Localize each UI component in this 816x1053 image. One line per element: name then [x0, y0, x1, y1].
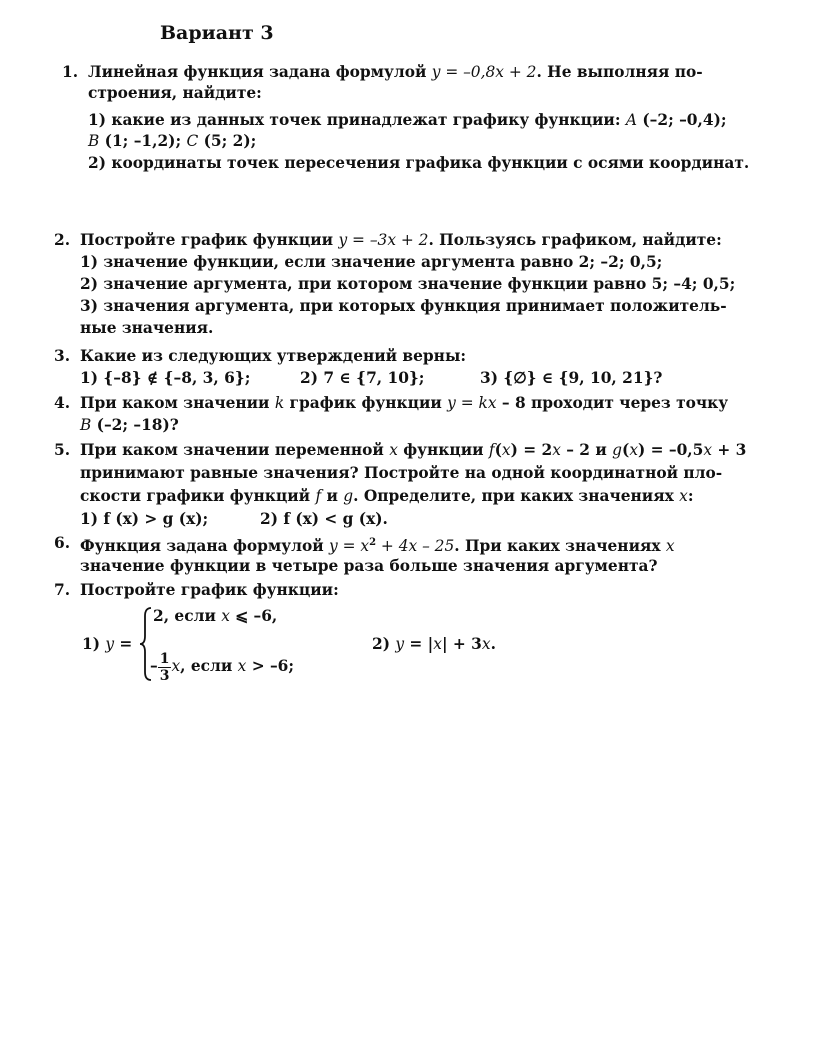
task-7-part-2: [372, 634, 496, 654]
task-5-line-2: принимают равные значения? Постройте на одной координатной пло-: [80, 464, 723, 482]
task-5-x4: x: [629, 441, 638, 459]
task-7-number: 7.: [54, 581, 71, 599]
task-1-q1-text: 1) какие из данных точек принадлежат графику функции:: [88, 111, 626, 129]
task-5-x3: x: [552, 441, 561, 459]
task-1-text-end: . Не выполняя по-: [536, 63, 703, 81]
one-third-fraction: [158, 651, 172, 684]
task-6-number: 6.: [54, 534, 71, 552]
task-5-g-rest: + 3: [712, 441, 747, 459]
task-6-line-2: значение функции в четыре раза больше значения аргумента?: [80, 557, 658, 575]
task-6-line-1: [80, 533, 675, 556]
task-2-line-4: 3) значения аргумента, при которых функция принимает положитель-: [80, 297, 727, 315]
task-1-formula: y = –0,8x + 2: [431, 63, 537, 81]
task-5-l3-f: f: [315, 487, 322, 505]
piecewise-case-2: [150, 648, 294, 684]
task-2-line-1: [80, 230, 722, 250]
task-5-option-1: 1) f (x) > g (x);: [80, 510, 209, 528]
task-2-text: Постройте график функции: [80, 231, 339, 249]
task-3-number: 3.: [54, 347, 71, 365]
part-2-x2: x: [481, 635, 491, 653]
task-5-g-eq: ) = –0,5: [638, 441, 704, 459]
task-5-text-2: функции: [397, 441, 489, 459]
task-2-line-3: 2) значение аргумента, при котором значение функции равно 5; –4; 0,5;: [80, 275, 736, 293]
task-4-k: k: [274, 394, 285, 412]
task-7-line-1: Постройте график функции:: [80, 581, 339, 599]
task-4-line-1: [80, 393, 728, 413]
part-2-rest: | + 3: [441, 635, 482, 653]
task-4-number: 4.: [54, 394, 71, 412]
task-5-text: При каком значении переменной: [80, 441, 390, 459]
part-2-x: x: [433, 635, 442, 653]
task-1-line-2: строения, найдите:: [88, 84, 262, 102]
point-c-coords: (5; 2);: [198, 132, 257, 150]
part-1-y: y: [105, 635, 115, 653]
task-5-var-x: x: [389, 441, 398, 459]
task-3-line-1: Какие из следующих утверждений верны:: [80, 347, 467, 365]
part-1-number: 1): [82, 635, 106, 653]
task-4-formula: y = kx: [447, 394, 497, 412]
task-5-l3-colon: :: [687, 487, 694, 505]
task-7-part-1-label: [82, 634, 132, 654]
task-4-text-3: – 8 проходит через точку: [496, 394, 729, 412]
task-2-text-end: . Пользуясь графиком, найдите:: [428, 231, 722, 249]
case-1-text: 2, если: [153, 607, 222, 625]
task-5-f-eq: ) = 2: [510, 441, 553, 459]
task-1-number: 1.: [62, 63, 79, 81]
case-1-condition: ⩽ –6,: [229, 607, 278, 625]
task-4-text-2: график функции: [284, 394, 448, 412]
task-5-paren-2: (: [622, 441, 630, 459]
part-2-number: 2): [372, 635, 396, 653]
case-2-x: x: [171, 657, 181, 675]
task-5-f-rest: – 2 и: [560, 441, 613, 459]
point-c-label: C: [186, 132, 199, 150]
point-a-coords: (–2; –0,4);: [637, 111, 727, 129]
point-b-label: B: [88, 132, 100, 150]
task-2-number: 2.: [54, 231, 71, 249]
task-5-g: g: [612, 441, 623, 459]
fraction-denominator: 3: [159, 667, 170, 684]
task-6-text: Функция задана формулой: [80, 537, 329, 556]
piecewise-case-1: [153, 606, 277, 626]
point-b-coords: (1; –1,2);: [99, 132, 187, 150]
task-6-text-2: . При каких значениях: [454, 537, 666, 556]
task-2-line-5: ные значения.: [80, 319, 214, 337]
task-5-line-3: [80, 486, 694, 506]
task-5-x5: x: [703, 441, 713, 459]
task-5-l3-g: g: [343, 487, 354, 505]
task-6-formula-rest: + 4x – 25: [376, 537, 455, 556]
task-1-line-5: 2) координаты точек пересечения графика функции с осями координат.: [88, 154, 750, 172]
task-4-point-coords: (–2; –18)?: [91, 416, 179, 434]
part-2-y: y: [395, 635, 405, 653]
task-2-formula: y = –3x + 2: [338, 231, 429, 249]
task-5-f: f: [488, 441, 495, 459]
part-1-eq: =: [114, 635, 133, 653]
task-1-line-3: [88, 110, 727, 130]
task-4-point-b: B: [80, 416, 92, 434]
task-2-line-2: 1) значение функции, если значение аргумента равно 2; –2; 0,5;: [80, 253, 663, 271]
task-5-l3-x: x: [679, 487, 688, 505]
task-5-x2: x: [501, 441, 511, 459]
task-3-option-3: 3) {∅} ∈ {9, 10, 21}?: [480, 369, 663, 387]
case-1-x: x: [221, 607, 230, 625]
task-5-l3-text: скости графики функций: [80, 487, 316, 505]
task-6-exponent: 2: [369, 537, 377, 548]
task-3-option-1: 1) {–8} ∉ {–8, 3, 6};: [80, 369, 251, 387]
case-2-text: , если: [180, 657, 238, 675]
variant-title: Вариант 3: [160, 22, 274, 44]
task-4-line-2: [80, 415, 179, 435]
part-2-end: .: [490, 635, 496, 653]
fraction-numerator: 1: [159, 650, 170, 667]
part-2-eq: = |: [404, 635, 434, 653]
task-1-line-4: [88, 131, 256, 151]
point-a-label: A: [625, 111, 638, 129]
task-4-text: При каком значении: [80, 394, 275, 412]
task-5-option-2: 2) f (x) < g (x).: [260, 510, 388, 528]
task-1-text: Линейная функция задана формулой: [88, 63, 432, 81]
case-2-x2: x: [237, 657, 247, 675]
task-5-l3-and: и: [321, 487, 344, 505]
case-2-sign: –: [150, 657, 158, 675]
task-5-paren: (: [494, 441, 502, 459]
task-1-line-1: [88, 62, 703, 82]
case-2-condition: > –6;: [246, 657, 295, 675]
task-3-option-2: 2) 7 ∈ {7, 10};: [300, 369, 425, 387]
task-6-x: x: [665, 537, 675, 556]
task-6-formula: y = x: [329, 537, 370, 556]
task-5-number: 5.: [54, 441, 71, 459]
task-5-line-1: [80, 440, 746, 460]
task-5-l3-text-2: . Определите, при каких значениях: [353, 487, 680, 505]
